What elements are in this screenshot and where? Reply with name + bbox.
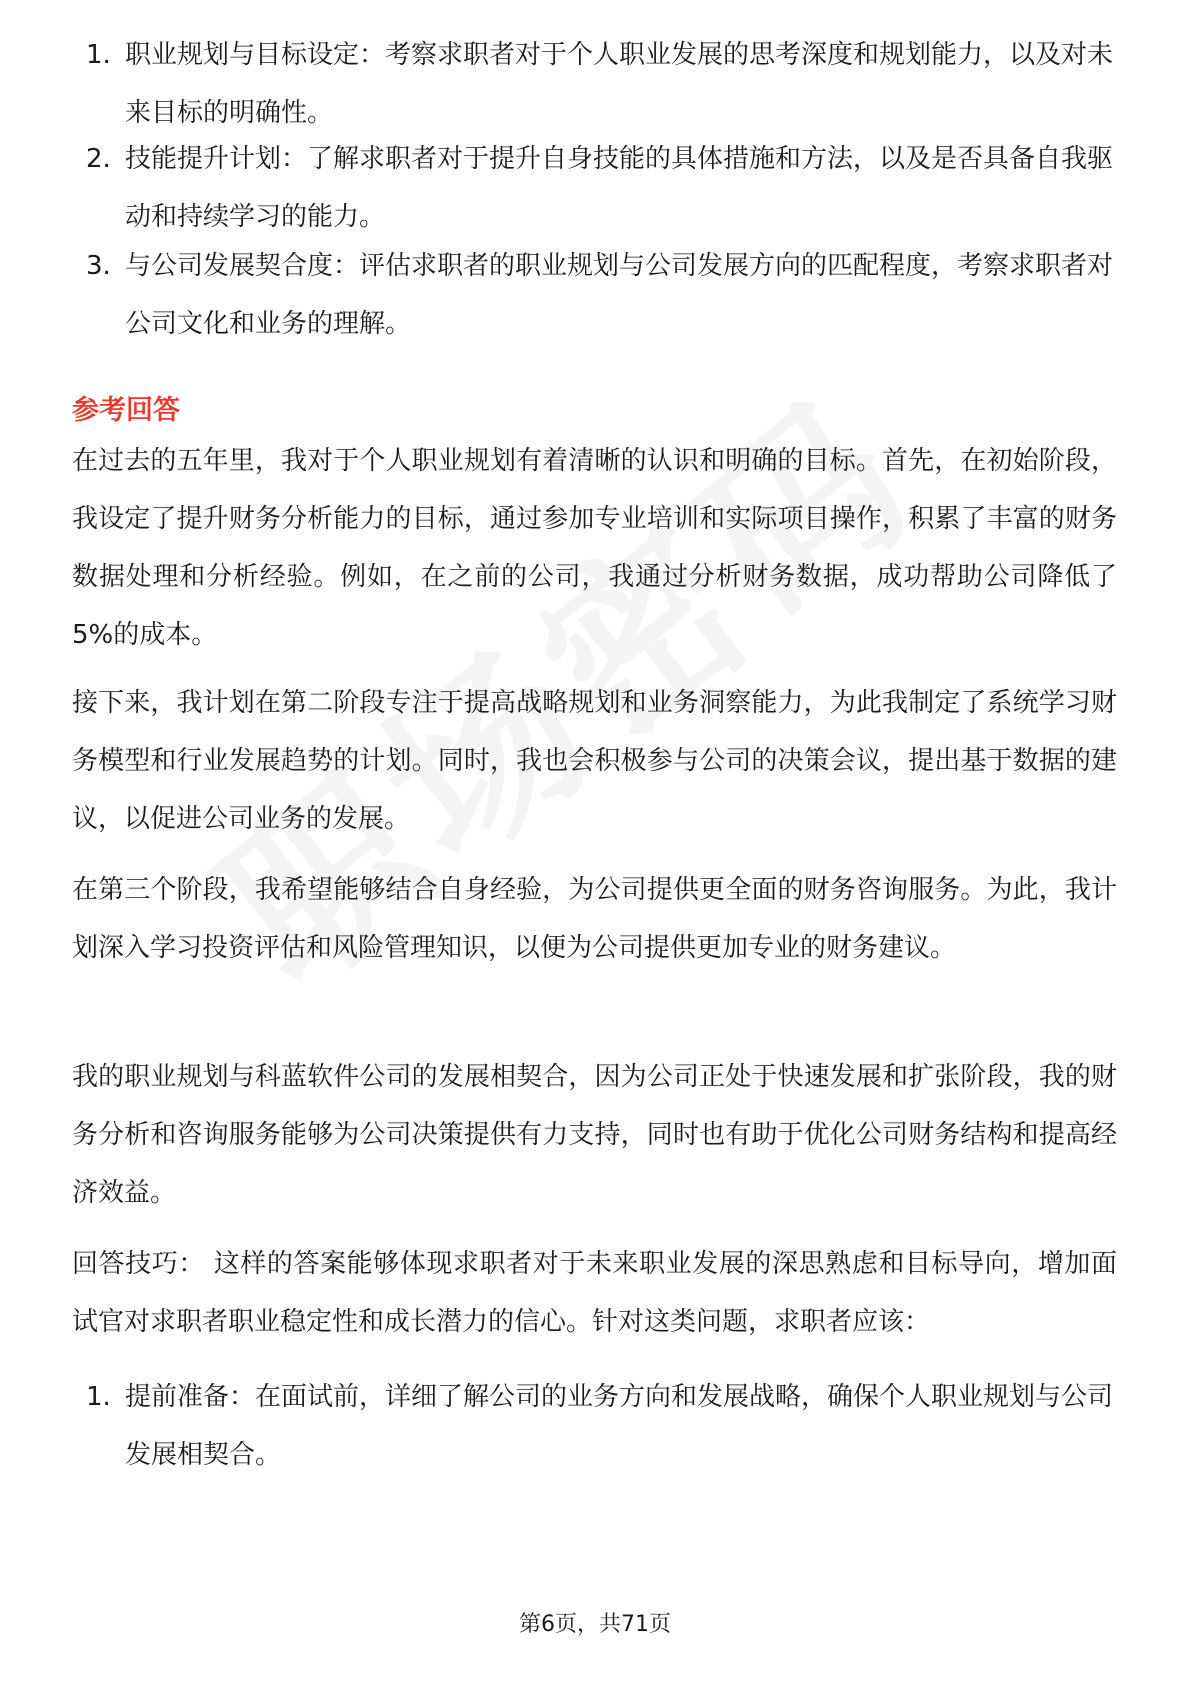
list-number: 3. <box>86 251 111 281</box>
answer-paragraph: 在过去的五年里，我对于个人职业规划有着清晰的认识和明确的目标。首先，在初始阶段，我设定了提升财务分析能力的目标，通过参加专业培训和实际项目操作，积累了丰富的财务数据处理和分析经验。例如，在之前的公司，我通过分析财务数据，成功帮助公司降低了5%的成本。 <box>72 446 1117 650</box>
list-text: 技能提升计划：了解求职者对于提升自身技能的具体措施和方法，以及是否具备自我驱动和持续学习的能力。 <box>125 144 1114 232</box>
answer-paragraph: 接下来，我计划在第二阶段专注于提高战略规划和业务洞察能力，为此我制定了系统学习财务模型和行业发展趋势的计划。同时，我也会积极参与公司的决策会议，提出基于数据的建议，以促进公司业务的发展。 <box>72 688 1117 834</box>
answer-paragraph: 在第三个阶段，我希望能够结合自身经验，为公司提供更全面的财务咨询服务。为此，我计划深入学习投资评估和风险管理知识，以便为公司提供更加专业的财务建议。 <box>72 875 1117 963</box>
list-text: 与公司发展契合度：评估求职者的职业规划与公司发展方向的匹配程度，考察求职者对公司文化和业务的理解。 <box>125 251 1114 339</box>
answer-paragraph: 我的职业规划与科蓝软件公司的发展相契合，因为公司正处于快速发展和扩张阶段，我的财务分析和咨询服务能够为公司决策提供有力支持，同时也有助于优化公司财务结构和提高经济效益。 <box>72 1062 1117 1208</box>
section-heading: 参考回答 <box>72 395 180 426</box>
list-number: 1. <box>86 1382 111 1412</box>
page-number: 第6页，共71页 <box>519 1612 671 1637</box>
list-text: 提前准备：在面试前，详细了解公司的业务方向和发展战略，确保个人职业规划与公司发展相契合。 <box>125 1382 1114 1470</box>
tips-paragraph: 回答技巧： 这样的答案能够体现求职者对于未来职业发展的深思熟虑和目标导向，增加面试官对求职者职业稳定性和成长潜力的信心。针对这类问题，求职者应该： <box>72 1249 1117 1337</box>
list-text: 职业规划与目标设定：考察求职者对于个人职业发展的思考深度和规划能力，以及对未来目标的明确性。 <box>125 40 1114 128</box>
list-number: 2. <box>86 144 111 174</box>
list-number: 1. <box>86 40 111 70</box>
